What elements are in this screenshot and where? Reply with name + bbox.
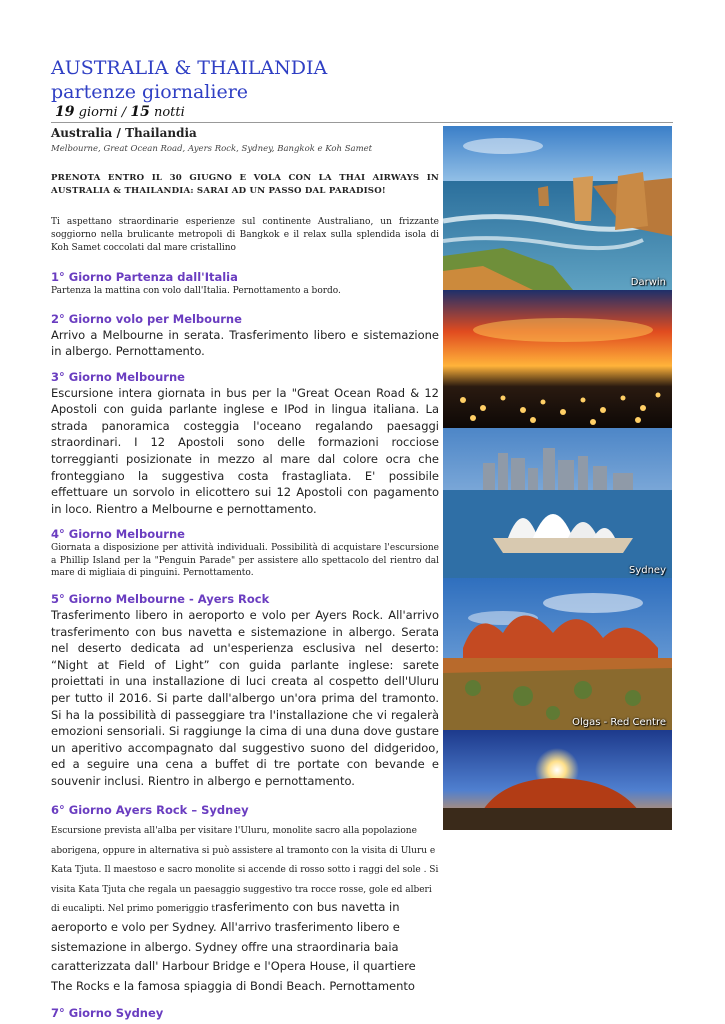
photo-caption-4: Olgas - Red Centre — [572, 717, 666, 728]
intro-text: Ti aspettano straordinarie esperienze sul continente Australiano, un frizzante soggiorno nella brulicante metropoli di Bangkok e il relax sulla splendida isola di Koh Samet coccolati dal mare cristallino — [51, 217, 439, 253]
day-2-text: Arrivo a Melbourne in serata. Trasferimento libero e sistemazione in albergo. Pernottamento. — [51, 327, 439, 359]
day-1 — [51, 270, 439, 298]
day-1-text: Partenza la mattina con volo dall'Italia. Pernottamento a bordo. — [51, 286, 341, 296]
coast-apostles-photo — [443, 126, 672, 290]
days-number: 19 — [55, 104, 75, 120]
days-label: giorni / — [78, 105, 127, 120]
olgas-photo — [443, 578, 672, 730]
sydney-opera-image — [443, 428, 672, 578]
day-3-text: Escursione intera giornata in bus per la "Great Ocean Road & 12 Apostoli con guida parlante inglese e IPod in lingua italiana. La strada panoramica costeggia l'oceano regalando paesaggi straordinari. I 12 Apostoli sono delle formazioni rocciose torreggianti posizionate in mezzo al mare dal colore ocra che fronteggiano la suggestiva costa frastagliata. E' possibile effettuare un sorvolo in elicottero sui 12 Apostoli con pagamento in loco. Rientro a Melbourne e pernottamento. — [51, 385, 439, 516]
uluru-sunset-image — [443, 730, 672, 830]
day-4 — [51, 527, 439, 580]
coast-apostles-image — [443, 126, 672, 290]
day-7-title: 7° Giorno Sydney — [51, 1006, 164, 1021]
field-of-light-photo — [443, 290, 672, 428]
day-5-text: Trasferimento libero in aeroporto e volo per Ayers Rock. All'arrivo trasferimento con bus navetta e sistemazione in albergo. Serata nel deserto dedicata ad un'esperienza esclusiva nel deserto: “Night at Field of Light” con guida parlante inglese: sarete proiettati in una installazione di luci creata al cospetto dell'Uluru per tutto il 2016. Si parte dall'albergo un'ora prima del tramonto. Si ha la possibilità di passeggiare tra l'installazione che vi regalerà emozioni sensoriali. Si raggiunge la cima di una duna dove gustare un aperitivo accompagnato dal suggestivo suono del didgeridoo, ed a seguire una cena a buffet di tre portate con bevande e souvenir inclusi. Rientro in albergo e pernottamento. — [51, 607, 439, 788]
sydney-opera-photo — [443, 428, 672, 578]
promo-text: PRENOTA ENTRO IL 30 GIUGNO E VOLA CON LA THAI AIRWAYS IN AUSTRALIA & THAILANDIA: SARAI AD UN PASSO DAL PARADISO! — [51, 173, 439, 196]
day-5-title: 5° Giorno Melbourne - Ayers Rock — [51, 591, 270, 606]
trip-duration — [55, 104, 185, 120]
day-3 — [51, 370, 439, 518]
uluru-sunset-photo — [443, 730, 672, 830]
day-7 — [51, 1006, 439, 1021]
day-4-text: Giornata a disposizione per attività individuali. Possibilità di acquistare l'escursione a Phillip Island per la "Penguin Parade" per assistere allo spettacolo del rientro dal mare di migliaia di pinguini. Pernottamento. — [51, 543, 439, 579]
page-title: AUSTRALIA & THAILANDIA — [51, 57, 328, 79]
day-6-text-large: rasferimento con bus navetta in aeroporto e volo per Sydney. All'arrivo trasferimento libero e sistemazione in albergo. Sydney offre una straordinaria baia caratterizzata dall' Harbour Bridge e l'Opera House, il quartiere The Rocks e la famosa spiaggia di Bondi Beach. Pernottamento — [51, 900, 416, 993]
olgas-image — [443, 578, 672, 730]
page-subtitle: partenze giornaliere — [51, 81, 249, 103]
day-6 — [51, 803, 439, 994]
nights-number: 15 — [130, 104, 150, 120]
header-divider — [51, 122, 673, 123]
route-stops: Melbourne, Great Ocean Road, Ayers Rock, Sydney, Bangkok e Koh Samet — [51, 144, 373, 154]
photo-column — [443, 126, 673, 830]
day-3-title: 3° Giorno Melbourne — [51, 369, 185, 384]
day-5 — [51, 592, 439, 790]
day-1-title: 1° Giorno Partenza dall'Italia — [51, 270, 238, 284]
nights-label: notti — [153, 105, 185, 120]
day-4-title: 4° Giorno Melbourne — [51, 527, 185, 542]
day-2 — [51, 312, 439, 360]
field-of-light-image — [443, 290, 672, 428]
itinerary-column — [51, 126, 439, 1021]
day-6-title: 6° Giorno Ayers Rock – Sydney — [51, 803, 249, 818]
route-heading: Australia / Thailandia — [51, 126, 197, 140]
photo-caption-1: Darwin — [630, 277, 666, 288]
day-2-title: 2° Giorno volo per Melbourne — [51, 311, 242, 326]
photo-caption-3: Sydney — [628, 565, 666, 576]
day-6-text-small: Escursione prevista all'alba per visitare l'Uluru, monolite sacro alla popolazione aborigena, oppure in alternativa si può assistere al tramonto con la visita di Uluru e Kata Tjuta. Il maestoso e sacro monolite si accende di rosso sotto i raggi del sole . Si visita Kata Tjuta che regala un paesaggio suggestivo tra rocce rosse, gole ed alberi di eucalipti. Nel primo pomeriggio t — [51, 826, 439, 915]
